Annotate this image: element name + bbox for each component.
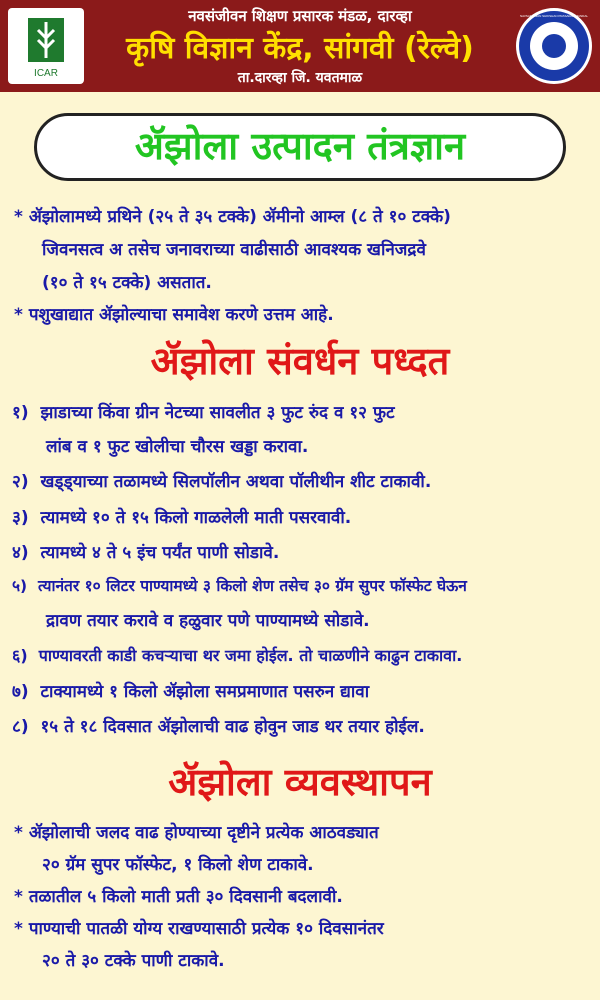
address: ता.दारव्हा जि. यवतमाळ [237,70,363,86]
header-banner [0,0,600,92]
bullet-icon: * [14,887,23,907]
step-5-line-2: द्रावण तयार करावे व हळुवार पणे पाण्यामध्ये सोडावे. [46,611,370,631]
step-6: ६) पाण्यावरती काडी कचऱ्याचा थर जमा होईल. तो चाळणीने काढुन टाकावा. [12,646,463,665]
intro-0-line-1: जिवनसत्व अ तसेच जनावराच्या वाढीसाठी आवश्यक खनिजद्रवे [42,240,426,260]
wheat-icon [8,8,84,84]
step-5: ५) त्यानंतर १० लिटर पाण्यामध्ये ३ किलो शेण तसेच ३० ग्रॅम सुपर फॉस्फेट घेऊन [12,577,467,595]
organisation-name: नवसंजीवन शिक्षण प्रसारक मंडळ, दारव्हा [188,7,412,25]
mgmt-2-line-1: २० ते ३० टक्के पाणी टाकावे. [42,951,225,971]
emblem-icon [516,8,592,84]
mgmt-0-line-0: * ॲझोलाची जलद वाढ होण्याच्या दृष्टीने प्रत्येक आठवड्यात [14,823,379,843]
main-title-box [34,113,566,181]
icar-logo [8,8,84,84]
main-title: ॲझोला उत्पादन तंत्रज्ञान [134,124,466,168]
mgmt-2-line-0: * पाण्याची पातळी योग्य राखण्यासाठी प्रत्येक १० दिवसानंतर [14,919,384,939]
step-7: ७) टाक्यामध्ये १ किलो ॲझोला समप्रमाणात पसरुन द्यावा [12,682,370,702]
section-title-management: ॲझोला व्यवस्थापन [168,760,432,804]
bullet-icon: * [14,207,23,227]
mgmt-0-line-1: २० ग्रॅम सुपर फॉस्फेट, १ किलो शेण टाकावे. [42,855,314,875]
bullet-icon: * [14,823,23,843]
mgmt-1-line-0: * तळातील ५ किलो माती प्रती ३० दिवसानी बदलावी. [14,887,343,907]
right-logo-text: NAVSANJIWAN SHIKSHAN PRASARAK MANDAL [519,14,589,18]
organisation-logo [516,8,592,84]
bullet-icon: * [14,919,23,939]
step-1: १) झाडाच्या किंवा ग्रीन नेटच्या सावलीत ३ फुट रुंद व १२ फुट [12,403,395,423]
section-title-cultivation: ॲझोला संवर्धन पध्दत [150,339,450,383]
intro-1-line-0: * पशुखाद्यात ॲझोल्याचा समावेश करणे उत्तम आहे. [14,305,334,325]
intro-0-line-2: (१० ते १५ टक्के) असतात. [42,273,212,293]
step-3: ३) त्यामध्ये १० ते १५ किलो गाळलेली माती पसरवावी. [12,508,352,528]
step-2: २) खड्ड्याच्या तळामध्ये सिलपॉलीन अथवा पॉलीथीन शीट टाकावी. [12,472,432,492]
intro-0-line-0: * ॲझोलामध्ये प्रथिने (२५ ते ३५ टक्के) ॲमीनो आम्ल (८ ते १० टक्के) [14,207,451,227]
page-title: कृषि विज्ञान केंद्र, सांगवी (रेल्वे) [126,31,474,66]
step-4: ४) त्यामध्ये ४ ते ५ इंच पर्यंत पाणी सोडावे. [12,543,280,563]
bullet-icon: * [14,305,23,325]
step-1-line-2: लांब व १ फुट खोलीचा चौरस खड्डा करावा. [46,437,309,457]
step-8: ८) १५ ते १८ दिवसात ॲझोलाची वाढ होवुन जाड थर तयार होईल. [12,717,425,737]
left-logo-text: ICAR [34,68,58,79]
